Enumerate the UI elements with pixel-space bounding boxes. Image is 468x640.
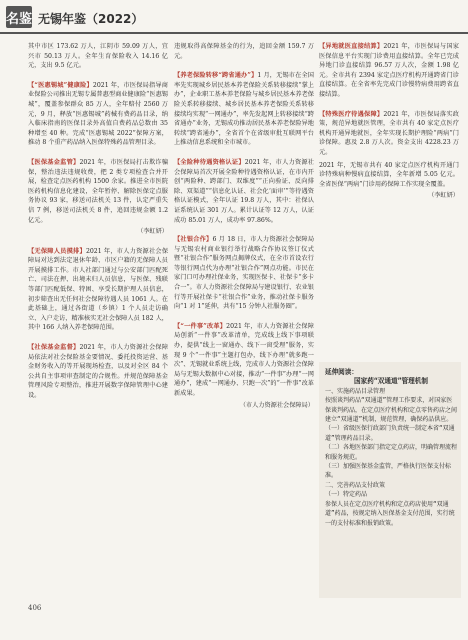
paragraph: 【“医惠锡城”健康险】2021 年，市医保局指导商业保险公司推出无锡专属普惠型商业健康险“医惠锡城”，覆盖参保群众 85 万人，全年赔付 2560 万元，9 月，释放“医惠锡城”药械有费药品目录，纳入临床指南的医保目录外高值自费药品总数由 35 种增至 40 种。完成“医惠锡城 2022”保障方案，推动 8 个重产药品纳入医保特殊药品管理目录。 <box>28 81 168 147</box>
paragraph: 【医保基金监管】2021 年，市医保局打击欺诈骗保，整治违法违规收费，把 2 类专项检查合并开展，检查定点医药机构 1500 余家。推进全市医院医药机构信息化建设，全年暂停、解除医保定点服务协议 93 家，移送司法机关 13 件，认定严重失信 7 例，移送司法机关 8 件，追回违规金额 1.2 亿元。 <box>28 158 169 224</box>
paragraph: 2021 年，无锡市共有 40 家定点医疗机构开通门诊特殊病种慢病直接结算，全年新增 5.05 亿元。全省医保“两病”门诊用药保障工作实现全覆盖。 <box>319 161 459 188</box>
header-divider <box>0 32 468 34</box>
box-paragraph: （一）省级医保行政部门负责统一制定本省“双通道”管理药品目录。 <box>325 425 455 442</box>
paragraph: 【社保基金监督】2021 年，市人力资源社会保障局依法对社会保险基金要情况、委托投资运营、基金财务收入的等开展现场检查，以及对全区 84 个公共自主事项审查制定的合规性。并规范保障基金管理风险专项整治，推进开展数字保障管理中心建设。 <box>28 344 169 399</box>
text-column-3 <box>319 42 459 204</box>
page-header <box>0 0 468 34</box>
text-column-2 <box>174 42 314 413</box>
paragraph: 违规取得高保障基金的行为，追回金额 159.7 万元。 <box>174 43 314 60</box>
box-paragraph: 按照谈判药品“双通道”管理工作要求，对国家医保谈判药品，在定点医疗机构和定点零售药店之间建立“双通道”机制，规范管理，确保药品供应。 <box>325 397 458 424</box>
text-column-1 <box>28 42 168 404</box>
source-note: （市人力资源社会保障局） <box>239 401 314 409</box>
paragraph: 【“一件事”改革】2021 年，市人力资源社会保障局创新“一件事”改革清单，完成线上线下事项联办，提供“线上一窗通办、线下一窗受理”服务，实现 9 个“一件事”主题打包办，线下办理“就多跑一次”、无锡就业系统上线，完成市人力资源社会保障局与无锡大数据中心对接，推动“一件事”办理“一网通办”，建成“一网通办、只跑一次”的“一件事”改革新成果。 <box>174 322 314 397</box>
box-paragraph: （二）各地医保部门指定定点药店，明确管理流程和服务规范。 <box>325 444 458 461</box>
paragraph: 【异地就医直接结算】2021 年，市医保局与国家医保信息平台实现门诊费用直接结算。全年已完成异地门诊直接结算 96.57 万人次，金额 1.98 亿元。全市共有 2394 家定点医疗机构开通跨省门诊直接结算。在全省率先完成门诊慢特病费用跨省直接结算。 <box>319 43 459 98</box>
source-note: （李虹妍） <box>428 192 459 200</box>
box-paragraph: 参保人员在定点医疗机构和定点药店使用“双通道”药品，按规定纳入医保基金支付范围，实行统一的支付标准和报销政策。 <box>325 500 455 527</box>
box-subtitle: 国家药“双通道”管理机制 <box>354 377 428 386</box>
paragraph: 【全险种待遇资格认证】2021 年，市人力资源社会保障局首次开展全险种待遇资格认证，在市内开创“两险种、跨部门、双维度”“正向验证、反向排除、双渠道”“信息化认证、社会化‘面审’”等待遇资格认证模式，全年认证 19.8 万人，其中：社保认证系统认证 301 万人。累计认证等 12 万人，认证成功 85.01 万人，成功率 97.86%。 <box>174 158 314 224</box>
box-paragraph: （三）加强医保基金监管，严格执行医保支付标准。 <box>325 463 452 480</box>
paragraph: 【无保障人员摸排】2021 年，市人力资源社会保障局对达到法定退休年龄、市区户籍的无保障人员开展摸排工作。市人社部门通过与公安部门匹配死亡、司法在押、出境未归人员信息，与医保、残联等部门匹配低保、特困、享受长期护理人员信息，初步筛查出无任何社会保障待遇人员 1061 人。在此基础上，通过各街道（乡镇）1 个人员走访确立、入户走访，精准核实无社会保障人员 182 人，其中 166 人纳入养老保障范围。 <box>28 247 169 332</box>
page-number: 406 <box>28 604 42 612</box>
box-paragraph: （一）特定药品 <box>325 491 368 499</box>
box-paragraph: 一、实施药品目录管理 <box>325 387 386 395</box>
paragraph: 【养老保险转移“跨省通办”】1 月，无锡市在全国率先实现城乡居民基本养老保险关系转移接续“掌上办”，企业职工基本养老保险与城乡居民基本养老保险关系转移接续、城乡居民基本养老保险关系转移接续均实现“一网通办”，率先发起网上转移接续“跨省通办”业务，无锡成功推动居民基本养老保险异地转续“跨省通办”，全省首个在省级审批互联网平台上推动信息系统和全市城市。 <box>174 72 314 147</box>
paragraph: 其中市区 173.62 万人，江阴市 59.09 万人，宜兴市 50.13 万人。全年生育保险收入 14.16 亿元，支出 9.5 亿元。 <box>28 43 168 70</box>
source-note: （李虹妍） <box>137 228 168 236</box>
box-paragraph: 二、完善药品支付政策 <box>325 481 386 489</box>
paragraph: 【社银合作】6 月 18 日，市人力资源社会保障局与无锡农村商业银行举行战略合作协议签订仪式暨“社银合作”服务网点揭牌仪式，在全市首设农行等银行网点代为办理“社银合作”网点功能。市民在家门口可办理社保业务，实现医保卡、社保卡“多卡合一”。市人力资源社会保障局与建设银行、农业银行等开展社保卡“社银合作”业务，推动社保卡服务向“1 对 1”延伸，共有“15 分钟人社服务圈”。 <box>174 236 315 311</box>
running-title: 无锡年鉴（2022） <box>38 12 144 26</box>
yearbook-logo: 名鉴 <box>6 6 32 28</box>
paragraph: 【特殊医疗待遇保障】2021 年，市医保局落实政策，规范异地就医管理，全市共有 40 家定点医疗机构开通异地就医，全年实现长期护理险“两病”门诊保障。惠及 2.8 万人次。资金支出 4228.23 万元。 <box>319 110 459 156</box>
box-title: 延伸阅读： <box>325 368 358 376</box>
extended-reading-box <box>319 362 461 598</box>
